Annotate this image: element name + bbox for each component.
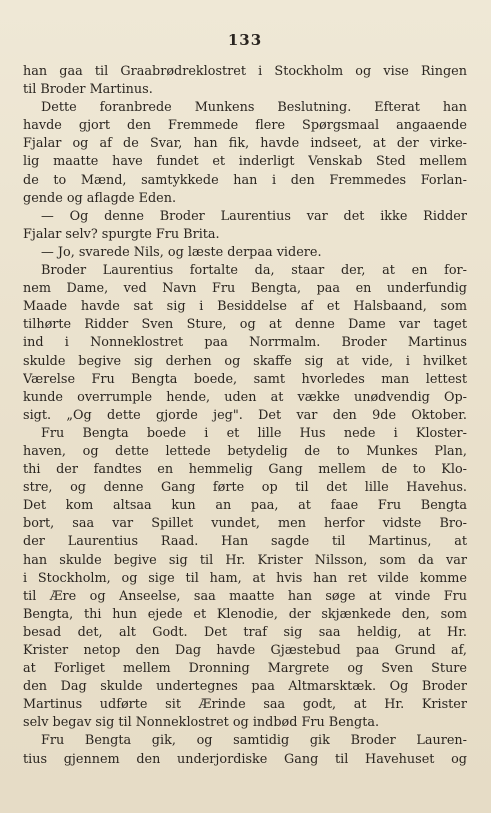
page-body-text bbox=[23, 63, 467, 769]
text-line: Fjalar selv? spurgte Fru Brita. bbox=[23, 226, 220, 242]
text-line: thi der fandtes en hemmelig Gang mellem de to Klo- bbox=[23, 462, 467, 478]
text-line: Bengta, thi hun ejede et Klenodie, der skjænkede den, som bbox=[23, 606, 467, 622]
text-line: Dette foranbrede Munkens Beslutning. Efterat han bbox=[41, 100, 467, 116]
text-line: selv begav sig til Nonneklostret og indbød Fru Bengta. bbox=[23, 715, 380, 731]
text-line: Maade havde sat sig i Besiddelse af et Halsbaand, som bbox=[23, 299, 467, 315]
text-line: at Forliget mellem Dronning Margrete og Sven Sture bbox=[23, 661, 467, 677]
text-line: tius gjennem den underjordiske Gang til Havehuset og bbox=[23, 751, 467, 767]
text-line: besad det, alt Godt. Det traf sig saa heldig, at Hr. bbox=[23, 624, 467, 640]
text-line: Fru Bengta gik, og samtidig gik Broder Lauren- bbox=[41, 733, 467, 749]
text-line: Det kom altsaa kun an paa, at faae Fru Bengta bbox=[23, 498, 467, 514]
text-line: lig maatte have fundet et inderligt Venskab Sted mellem bbox=[23, 154, 467, 170]
text-line: — Og denne Broder Laurentius var det ikke Ridder bbox=[41, 208, 467, 224]
text-line: kunde overrumple hende, uden at vække unødvendig Op- bbox=[23, 389, 467, 405]
text-line: til Broder Martinus. bbox=[23, 82, 153, 98]
text-line: han skulde begive sig til Hr. Krister Nilsson, som da var bbox=[23, 552, 467, 568]
text-line: ind i Nonneklostret paa Norrmalm. Broder Martinus bbox=[23, 335, 467, 351]
text-line: til Ære og Anseelse, saa maatte han søge at vinde Fru bbox=[23, 588, 467, 604]
text-line: havde gjort den Fremmede flere Spørgsmaal angaaende bbox=[23, 118, 467, 134]
text-line: den Dag skulde undertegnes paa Altmarsktæk. Og Broder bbox=[23, 679, 467, 695]
text-line: bort, saa var Spillet vundet, men herfor vidste Bro- bbox=[23, 516, 467, 532]
text-line: sigt. „Og dette gjorde jeg". Det var den 9de Oktober. bbox=[23, 407, 467, 423]
text-line: han gaa til Graabrødreklostret i Stockholm og vise Ringen bbox=[23, 64, 467, 79]
text-line: nem Dame, ved Navn Fru Bengta, paa en underfundig bbox=[23, 281, 467, 297]
text-line: stre, og denne Gang førte op til det lille Havehus. bbox=[23, 480, 467, 496]
text-line: der Laurentius Raad. Han sagde til Martinus, at bbox=[23, 534, 467, 550]
page-number: 133 bbox=[227, 31, 263, 49]
text-line: gende og aflagde Eden. bbox=[23, 190, 177, 206]
text-line: i Stockholm, og sige til ham, at hvis han ret vilde komme bbox=[23, 570, 467, 586]
text-line: tilhørte Ridder Sven Sture, og at denne Dame var taget bbox=[23, 317, 467, 333]
text-line: skulde begive sig derhen og skaffe sig at vide, i hvilket bbox=[23, 353, 467, 369]
text-line: Fru Bengta boede i et lille Hus nede i Kloster- bbox=[41, 425, 467, 441]
text-line: Fjalar og af de Svar, han fik, havde indseet, at der virke- bbox=[23, 136, 467, 152]
text-line: Krister netop den Dag havde Gjæstebud paa Grund af, bbox=[23, 643, 467, 658]
text-line: de to Mænd, samtykkede han i den Fremmedes Forlan- bbox=[23, 172, 467, 188]
text-line: Martinus udførte sit Ærinde saa godt, at Hr. Krister bbox=[23, 697, 467, 713]
text-line: haven, og dette lettede betydelig de to Munkes Plan, bbox=[23, 443, 467, 459]
text-line: — Jo, svarede Nils, og læste derpaa videre. bbox=[41, 244, 322, 260]
text-line: Værelse Fru Bengta boede, samt hvorledes man lettest bbox=[23, 371, 467, 387]
text-line: Broder Laurentius fortalte da, staar der, at en for- bbox=[41, 263, 467, 279]
